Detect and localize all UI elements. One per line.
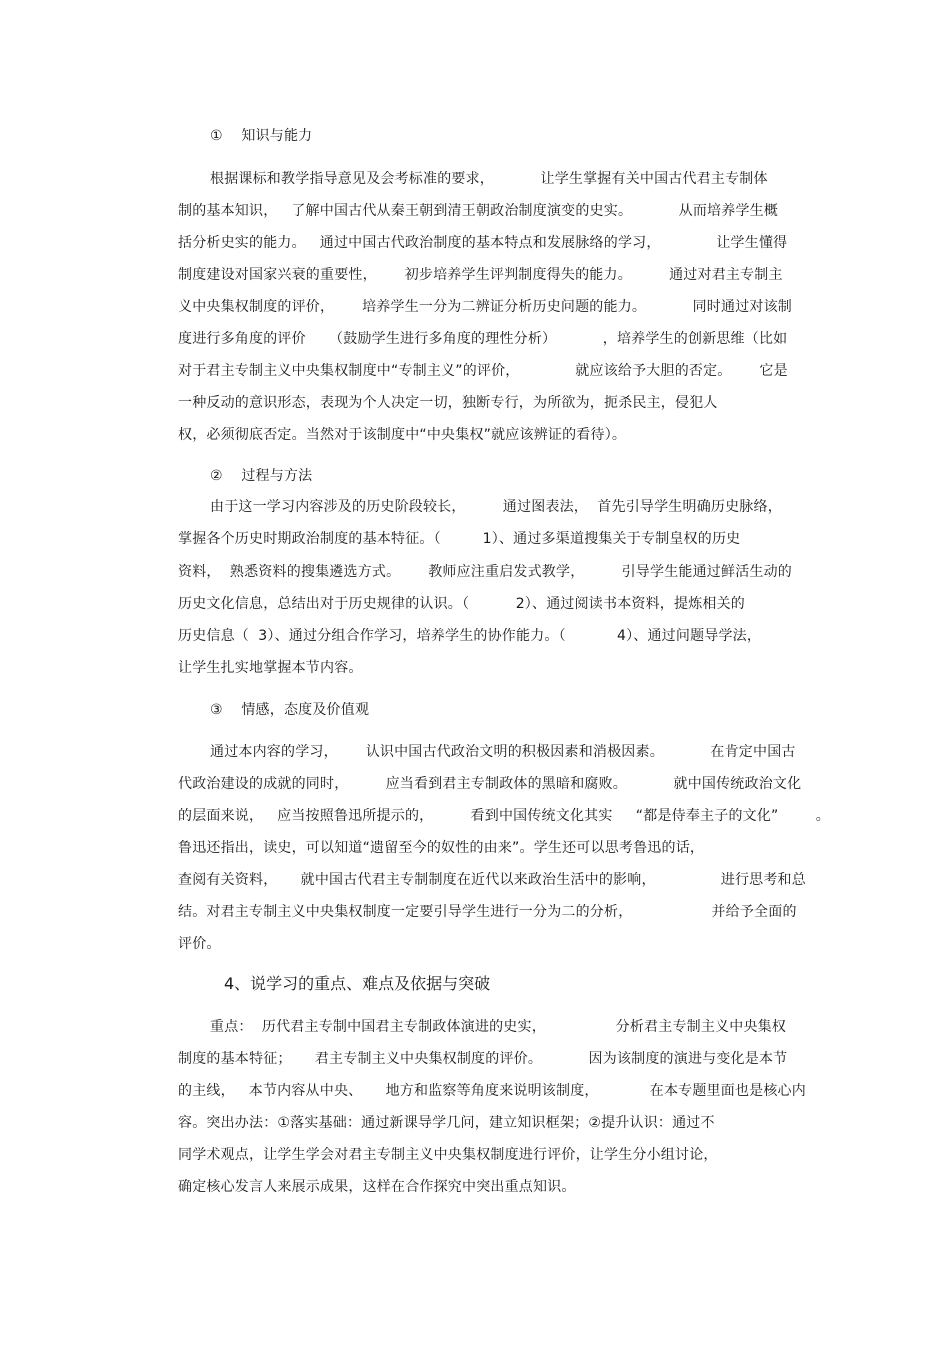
paragraph-line: 的主线， 本节内容从中央、 地方和监察等角度来说明该制度， 在本专题里面也是核心内 [178,1083,806,1099]
paragraph-line: 代政治建设的成就的同时， 应当看到君主专制政体的黑暗和腐败。 就中国传统政治文化 [178,776,802,792]
section-heading-keypoints: 4、说学习的重点、难点及依据与突破 [224,974,491,993]
paragraph-line: 制的基本知识， 了解中国古代从秦王朝到清王朝政治制度演变的史实。 从而培养学生概 [178,203,779,219]
paragraph-line: 鲁迅还指出，读史，可以知道“遗留至今的奴性的由来”。学生还可以思考鲁迅的话， [178,840,705,856]
paragraph-line: 通过本内容的学习， 认识中国古代政治文明的积极因素和消极因素。 在肯定中国古 [210,744,796,760]
paragraph-line: 确定核心发言人来展示成果，这样在合作探究中突出重点知识。 [178,1179,576,1195]
paragraph-line: 权，必须彻底否定。当然对于该制度中“中央集权”就应该辨证的看待）。 [178,427,627,443]
paragraph-line: 查阅有关资料， 就中国古代君主专制制度在近代以来政治生活中的影响， 进行思考和总 [178,872,806,888]
paragraph-line: 历史文化信息，总结出对于历史规律的认识。（ 2）、通过阅读书本资料，提炼相关的 [178,596,746,612]
paragraph-line: 根据课标和教学指导意见及会考标准的要求， 让学生掌握有关中国古代君主专制体 [210,171,768,187]
section-title-knowledge: ① 知识与能力 [210,128,313,144]
paragraph-line: 评价。 [178,936,221,952]
paragraph-line: 容。突出办法：①落实基础：通过新课导学几问，建立知识框架；②提升认识：通过不 [178,1115,715,1131]
paragraph-line: 对于君主专制主义中央集权制度中“专制主义”的评价， 就应该给予大胆的否定。 它是 [178,363,788,379]
paragraph-line: 历史信息（ 3）、通过分组合作学习，培养学生的协作能力。（ 4）、通过问题导学法， [178,628,762,644]
paragraph-line: 同学术观点，让学生学会对君主专制主义中央集权制度进行评价，让学生分小组讨论， [178,1147,718,1163]
paragraph-line: 制度的基本特征； 君主专制主义中央集权制度的评价。 因为该制度的演进与变化是本节 [178,1051,788,1067]
section-title-emotion: ③ 情感，态度及价值观 [210,702,370,718]
paragraph-line: 的层面来说， 应当按照鲁迅所提示的， 看到中国传统文化其实 “都是侍奉主子的文化” 。 [178,808,830,824]
paragraph-line: 一种反动的意识形态，表现为个人决定一切，独断专行，为所欲为，扼杀民主，侵犯人 [178,395,718,411]
paragraph-line: 度进行多角度的评价 （鼓励学生进行多角度的理性分析） ，培养学生的创新思维（比如 [178,331,788,347]
paragraph-line: 括分析史实的能力。 通过中国古代政治制度的基本特点和发展脉络的学习， 让学生懂得 [178,235,788,251]
paragraph-line: 结。对君主专制主义中央集权制度一定要引导学生进行一分为二的分析， 并给予全面的 [178,904,797,920]
paragraph-line: 制度建设对国家兴衰的重要性， 初步培养学生评判制度得失的能力。 通过对君主专制主 [178,267,783,283]
paragraph-line: 掌握各个历史时期政治制度的基本特征。（ 1）、通过多渠道搜集关于专制皇权的历史 [178,531,741,547]
paragraph-line: 义中央集权制度的评价， 培养学生一分为二辨证分析历史问题的能力。 同时通过对该制 [178,299,793,315]
paragraph-line: 由于这一学习内容涉及的历史阶段较长， 通过图表法， 首先引导学生明确历史脉络， [210,499,782,515]
paragraph-line: 资料， 熟悉资料的搜集遴选方式。 教师应注重启发式教学， 引导学生能通过鲜活生动的 [178,564,793,580]
paragraph-line: 让学生扎实地掌握本节内容。 [178,660,363,676]
section-title-process: ② 过程与方法 [210,468,313,484]
paragraph-line: 重点： 历代君主专制中国君主专制政体演进的史实， 分析君主专制主义中央集权 [210,1019,787,1035]
